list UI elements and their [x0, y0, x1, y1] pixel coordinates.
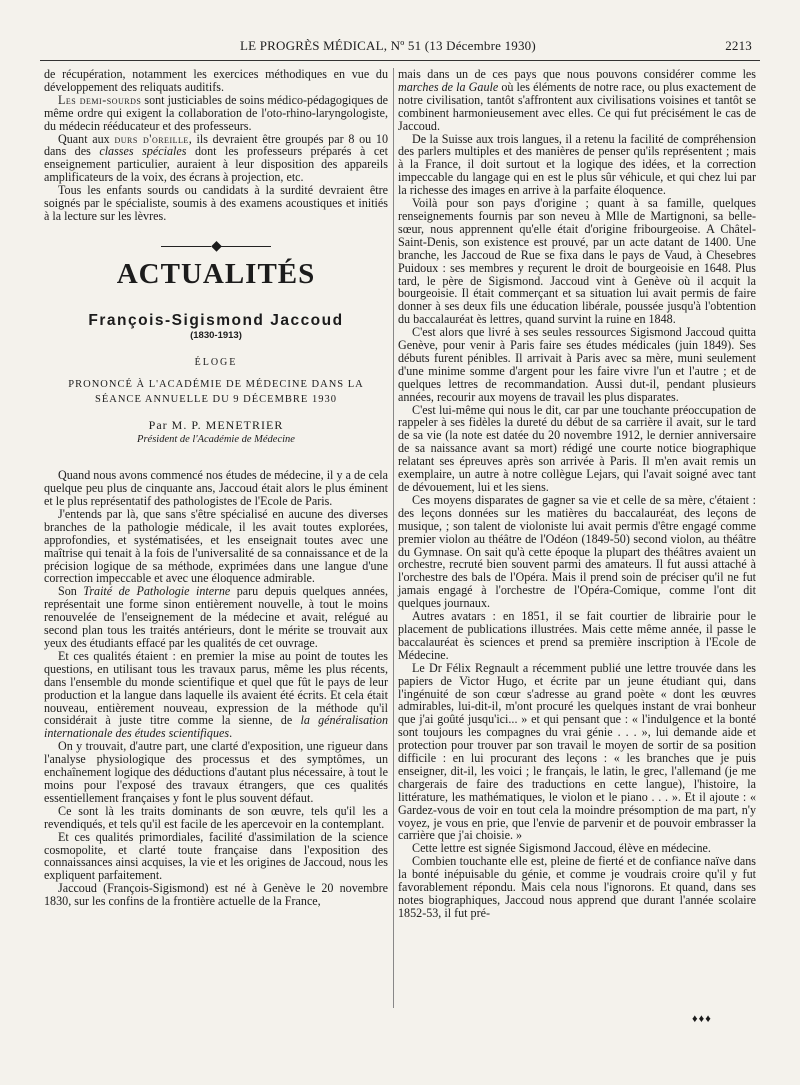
text: . [229, 726, 233, 741]
emphasis: classes spéciales [99, 144, 187, 159]
term: durs d'oreille [114, 131, 189, 146]
paragraph [44, 585, 388, 650]
article-genre: ÉLOGE [194, 356, 238, 368]
term: Les demi-sourds [58, 92, 142, 107]
paragraph [44, 650, 388, 740]
text: dont les professeurs préparés à cet enseignement particulier, auraient à leur disposition des appareils amplificateurs de la voix, des écrans à projection, etc. [44, 144, 388, 185]
column-divider [393, 68, 394, 1008]
text: paru depuis quelques années, représentait une forme sinon entièrement nouvelle, à tout le moins renouvelée de l'enseignement de la médecine et avait, relégué au second plan tous les traités antérieurs, dont le mérite se trouvait aux yeux des étudiants effacé par les qualités de cet ouvrage. [44, 584, 389, 650]
paragraph: Combien touchante elle est, pleine de fierté et de confiance naïve dans la bonté inépuisable du génie, et comme je voudrais croire qu'il y fut favorablement répondu. Mais cela nous l'ignorons. Et quand, dans ses notes biographiques, Jaccoud nous apprend que durant l'année scolaire 1852-53, il fut pré- [398, 854, 756, 920]
paragraph: Le Dr Félix Regnault a récemment publié une lettre trouvée dans les papiers de Victor Hugo, et écrite par un jeune étudiant qui, dans l'ingénuité de son cœur s'adresse au grand poète « dont les œuvres admirables, lui-dit-il, m'ont procuré les quelques instant de vrai bonheur que j'ai goûté jusqu'ici... » et qui pensant que : « l'indulgence et la bonté sont toujours les compagnes du vrai génie . . . », lui demande aide et protection pour trouver par son travail le moyen de sortir de sa position difficile : en lui procurant des leçons : « les branches que je puis enseigner, dit-il, les voici ; le français, le latin, le grec, l'allemand (je me chargerais de faire des traductions en cette langue), l'histoire, la littérature, les mathématiques, le violon et le piano . . . ». Et il ajoute : « Gardez-vous de voir en tout cela la moindre présomption de ma part, n'y voyez, je vous en prie, que l'envie de parvenir et de pouvoir embrasser la carrière que j'ai choisie. » [398, 660, 756, 843]
paragraph: Et ces qualités primordiales, facilité d'assimilation de la science cosmopolite, et clarté toute française dans l'exposition des connaissances ainsi acquises, la vie et les origines de Jaccoud, nous les expliquent parfaitement. [44, 829, 388, 883]
paragraph: Autres avatars : en 1851, il se fait courtier de librairie pour le placement de publications illustrées. Mais cette même année, il passe le baccalauréat ès sciences et prend sa première inscription à l'Ecole de Médecine. [398, 609, 756, 662]
header-rule [40, 60, 760, 61]
text: Quant aux [58, 131, 115, 146]
journal-title: LE PROGRÈS MÉDICAL, Nº 51 (13 Décembre 1930) [240, 38, 536, 53]
emphasis: Traité de Pathologie interne [83, 584, 231, 599]
left-column [44, 68, 388, 908]
article-title: François-Sigismond Jaccoud [88, 311, 344, 329]
paragraph: Tous les enfants sourds ou candidats à la surdité devraient être soignés par le spécialiste, soumis à des examens acoustiques et initiés à la lecture sur les lèvres. [44, 183, 388, 223]
emphasis: marches de la Gaule [398, 79, 499, 94]
article-dates: (1830-1913) [190, 329, 242, 341]
paragraph: J'entends par là, que sans s'être spécialisé en aucune des diverses branches de la pathologie médicale, il les avait toutes explorées, approfondies, et systématisées, et les enseignait toutes avec une maîtrise qui tenait à la fois de l'universalité de sa connaissance et de la précision logique de sa méthode, exprimées dans une langue d'une correction impeccable et avec une éloquence admirable. [44, 506, 388, 586]
text: , ils devraient être groupés par 8 ou 10 dans des [44, 131, 388, 159]
page-header [40, 34, 760, 56]
paragraph: C'est lui-même qui nous le dit, car par une touchante préoccupation de rappeler à ses fidèles la dureté du début de sa carrière il avait, sur le tard de sa vie (la note est datée du 20 novembre 1912, le dernier anniversaire de sa naissance avant sa mort) rédigé une courte notice biographique relatant ses épreuves après son arrivée à Paris. Il m'en avait remis un exemplaire, un autre à notre collègue Lejars, qui l'avait soigné avec tant de dévouement, lui et les siens. [398, 402, 756, 494]
paragraph [398, 68, 756, 133]
author-role: Président de l'Académie de Médecine [137, 434, 295, 446]
section-ornament: ◆ [44, 241, 388, 254]
page-number: 2213 [725, 38, 752, 53]
paragraph: de récupération, notamment les exercices méthodiques en vue du développement des reliquats auditifs. [44, 67, 388, 94]
paragraph: Jaccoud (François-Sigismond) est né à Genève le 20 novembre 1830, sur les confins de la frontière actuelle de la France, [44, 881, 388, 909]
paragraph: Ces moyens disparates de gagner sa vie et celle de sa mère, c'étaient : des leçons données sur les matières du baccalauréat, des leçons de musique, ; son talent de violoniste lui avait permis d'être engagé comme premier violon au théâtre de l'Odéon (1849-50) second violon, au théâtre du Gymnase. On sait qu'à cette époque la plupart des théâtres avaient un orchestre, recruté bien souvent parmi des amateurs. Il fut aussi attaché à l'orchestre des bals de l'Opéra. Mais il prend soin de préciser qu'il ne fut jamais engagé à l'orchestre de l'Opéra-Comique, comme l'ont dit quelques journaux. [398, 492, 756, 611]
paragraph: C'est alors que livré à ses seules ressources Sigismond Jaccoud quitta Genève, pour venir à Paris faire ses études médicales (juin 1849). Ses débuts furent pénibles. Il arrivait à Paris avec sa mère, muni seulement d'une minime somme d'argent pour les faire vivre l'un et l'autre ; et de quelques lettres de recommandation. Aussi dut-il, pendant plusieurs années, recourir aux moyens de travail les plus disparates. [398, 325, 756, 404]
paragraph: Voilà pour son pays d'origine ; quant à sa famille, quelques renseignements fournis par son neveu à Mlle de Martignoni, sa belle-sœur, nous apprennent qu'elle était d'origine fribourgeoise. A Châtel-Saint-Denis, son existence est prouvé, par un acte datant de 1400. Une branche, les Jaccoud de Rue se fixa dans le pays de Vaud, à Chesebres Puidoux : ses membres y reçurent le droit de bourgeoisie en 1648. Plus tard, le père de Sigismond. Jaccoud vint à Genève où il acquit la bourgeoisie. Il était commerçant et sa situation lui avait permis de faire donner à ses deux fils une éducation libérale, poussée jusqu'à l'obtention du baccalauréat ès lettres, quand survint la ruine en 1848. [398, 196, 756, 327]
paragraph: Ce sont là les traits dominants de son œuvre, tels qu'il les a revendiqués, et tels qu'il est facile de les apercevoir en la contemplant. [44, 803, 388, 831]
paragraph [44, 133, 388, 185]
paragraph: De la Suisse aux trois langues, il a retenu la facilité de compréhension des parlers multiples et des manières de penser qu'ils représentent ; mais à la France, il doit surtout et la logique des idées, et la correction impeccable du langage qui en est le plus sûr véhicule, et qui chez lui par la richesse des images en arrive à la parfaite éloquence. [398, 131, 756, 198]
right-column [398, 68, 756, 920]
article-author: Par M. P. MENETRIER [148, 418, 284, 433]
text: Son [58, 584, 84, 599]
section-title: ACTUALITÉS [116, 257, 316, 290]
text: Et ces qualités étaient : en premier la mise au point de toutes les questions, en utilisant tous les travaux parus, même les plus récents, dans l'ensemble du monde scientifique et quel que fût le pays de leur production et la langue dans laquelle ils avaient été écrits. Et cela était nouveau, entièrement nouveau, expression de la méthode qu'il considérait à juste titre comme la sienne, de [44, 648, 388, 728]
footer-ornament: ♦♦♦ [692, 1013, 712, 1025]
paragraph: Cette lettre est signée Sigismond Jaccoud, élève en médecine. [412, 841, 711, 856]
article-occasion: PRONONCÉ À L'ACADÉMIE DE MÉDECINE DANS LA SÉANCE ANNUELLE DU 9 DÉCEMBRE 1930 [68, 379, 364, 406]
paragraph [44, 94, 388, 133]
text: où les éléments de notre race, ou plus exactement de notre civilisation, tantôt s'affrontent aux civilisations voisines et tantôt se combinent harmonieusement avec elles. Ce qui fut précisément le cas de Jaccoud. [398, 79, 756, 133]
paragraph: Quand nous avons commencé nos études de médecine, il y a de cela quelque peu plus de cinquante ans, Jaccoud était alors le plus éminent et le plus représentatif des pathologistes de l'Ecole de Paris. [44, 468, 388, 509]
emphasis: la généralisation internationale des études scientifiques [44, 713, 388, 741]
text: sont justiciables de soins médico-pédagogiques de même ordre qui exigent la collaboration de l'oto-rhino-laryngologiste, du médecin rééducateur et des professeurs. [44, 92, 388, 133]
text: mais dans un de ces pays que nous pouvons considérer comme les [398, 67, 756, 81]
paragraph: On y trouvait, d'autre part, une clarté d'exposition, une rigueur dans l'analyse physiologique des processus et des symptômes, un enchaînement logique des déductions d'autant plus nécessaire, à tout le moins pour l'exposé des travaux étrangers, que ces qualités essentiellement françaises y font le plus souvent défaut. [44, 739, 388, 805]
